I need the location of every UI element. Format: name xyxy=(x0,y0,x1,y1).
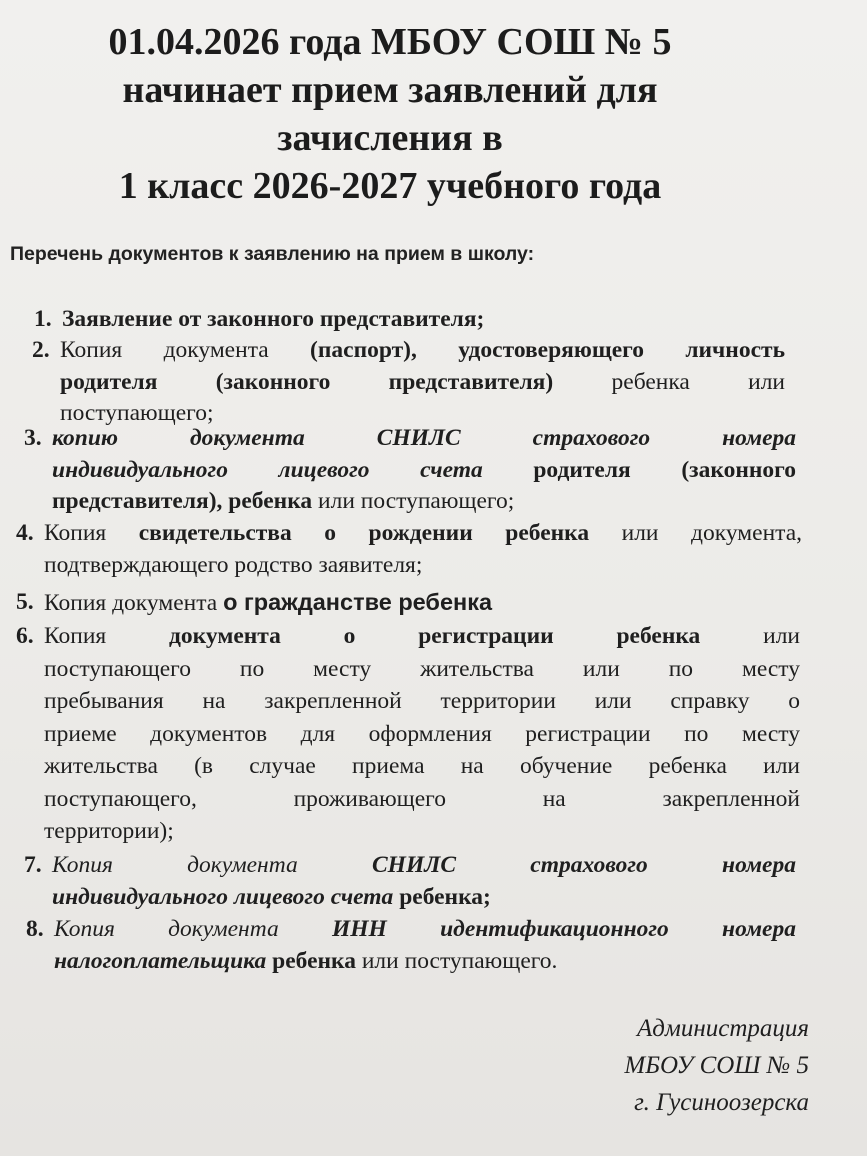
list-item-text: подтверждающего родство заявителя; xyxy=(44,551,423,578)
list-item-line xyxy=(60,335,785,367)
list-item-line xyxy=(52,882,796,914)
list-item-text: Копия xyxy=(44,520,139,546)
list-item-line xyxy=(52,455,796,487)
list-item-italic-bold-text: индивидуального лицевого счета xyxy=(52,456,483,483)
signature-block xyxy=(509,1010,809,1121)
list-item-line xyxy=(52,486,796,518)
list-item-bold-text: о гражданстве ребенка xyxy=(223,589,493,615)
title-line-4: 1 класс 2026-2027 учебного года xyxy=(118,165,662,207)
list-item-bold-text: свидетельства о рождении ребенка xyxy=(138,520,590,546)
list-item-line: жительства (в случае приема на обучение ребенка или xyxy=(44,753,800,779)
list-item xyxy=(34,304,782,336)
list-item-italic-text: Копия документа xyxy=(52,852,372,878)
list-item-number: 3. xyxy=(24,425,42,451)
list-item-line: пребывания на закрепленной территории или справку о xyxy=(44,688,800,714)
list-item-number: 4. xyxy=(16,520,34,546)
title-line-2: начинает прием заявлений для xyxy=(122,69,658,111)
title-line-1: 01.04.2026 года МБОУ СОШ № 5 xyxy=(108,21,672,63)
signature-line-3: г. Гусиноозерска xyxy=(634,1089,809,1116)
list-item-number: 2. xyxy=(32,337,50,363)
list-item xyxy=(24,850,796,913)
list-item-text: Копия xyxy=(44,623,170,649)
list-item xyxy=(26,914,796,977)
list-item-line xyxy=(54,946,796,978)
list-item-text: или документа, xyxy=(589,520,803,546)
list-item-number: 8. xyxy=(26,916,44,942)
list-item-italic-bold-text: ИНН идентификационного номера xyxy=(332,916,796,942)
signature-line-2: МБОУ СОШ № 5 xyxy=(624,1052,809,1079)
list-item-bold-text: представителя), ребенка xyxy=(52,488,313,514)
list-item-line xyxy=(54,914,796,946)
signature-line-1: Администрация xyxy=(636,1015,809,1042)
list-item xyxy=(16,587,802,620)
list-item-line: приеме документов для оформления регистрации по месту xyxy=(44,720,800,747)
list-item-bold-text: родителя (законного xyxy=(482,456,797,483)
list-item xyxy=(24,423,797,518)
list-item-text: поступающего; xyxy=(60,400,214,426)
list-item-italic-bold-text: индивидуального лицевого счета xyxy=(52,883,394,910)
list-item-text: Копия документа xyxy=(60,337,311,363)
list-item-bold-text: ребенка; xyxy=(393,883,491,910)
list-item-text: Копия документа xyxy=(44,590,224,616)
list-item-text: или поступающего. xyxy=(355,947,558,974)
list-item-line xyxy=(52,850,796,882)
list-item-line: поступающего, проживающего на закрепленной xyxy=(44,785,800,812)
list-item-line xyxy=(44,620,800,653)
list-item-text: Заявление от законного представителя; xyxy=(62,306,485,332)
list-item-text: ребенка или xyxy=(553,368,785,395)
list-item-italic-bold-text: СНИЛС страхового номера xyxy=(372,852,796,878)
list-item-bold-text: (паспорт), удостоверяющего личность xyxy=(310,337,785,363)
list-item-italic-bold-text: копию документа СНИЛС страхового номера xyxy=(52,425,796,451)
list-item-bold-text: родителя (законного представителя) xyxy=(60,368,554,395)
list-item xyxy=(32,335,785,430)
list-item-line: территории); xyxy=(44,818,174,844)
title-line-3: зачисления в xyxy=(277,117,503,159)
list-item-line xyxy=(60,367,785,399)
list-item xyxy=(16,620,800,848)
list-item-number: 1. xyxy=(34,306,52,332)
list-item-italic-text: Копия документа xyxy=(54,916,332,942)
list-item-italic-bold-text: налогоплательщика xyxy=(54,947,267,974)
list-item-line: поступающего по месту жительства или по месту xyxy=(44,655,800,682)
list-item-line xyxy=(44,518,802,550)
list-item-text: или xyxy=(700,623,800,649)
list-item-line xyxy=(52,423,796,455)
documents-list-heading: Перечень документов к заявлению на прием в школу: xyxy=(10,243,535,265)
announcement-title xyxy=(0,18,780,210)
list-item-bold-text: ребенка xyxy=(266,947,356,974)
list-item-number: 6. xyxy=(16,623,34,649)
list-item-number: 5. xyxy=(16,589,34,615)
list-item xyxy=(16,518,803,581)
list-item-line xyxy=(44,587,802,620)
list-item-text: или поступающего; xyxy=(312,488,515,514)
list-item-bold-text: документа о регистрации ребенка xyxy=(169,623,701,649)
list-item-number: 7. xyxy=(24,852,42,878)
